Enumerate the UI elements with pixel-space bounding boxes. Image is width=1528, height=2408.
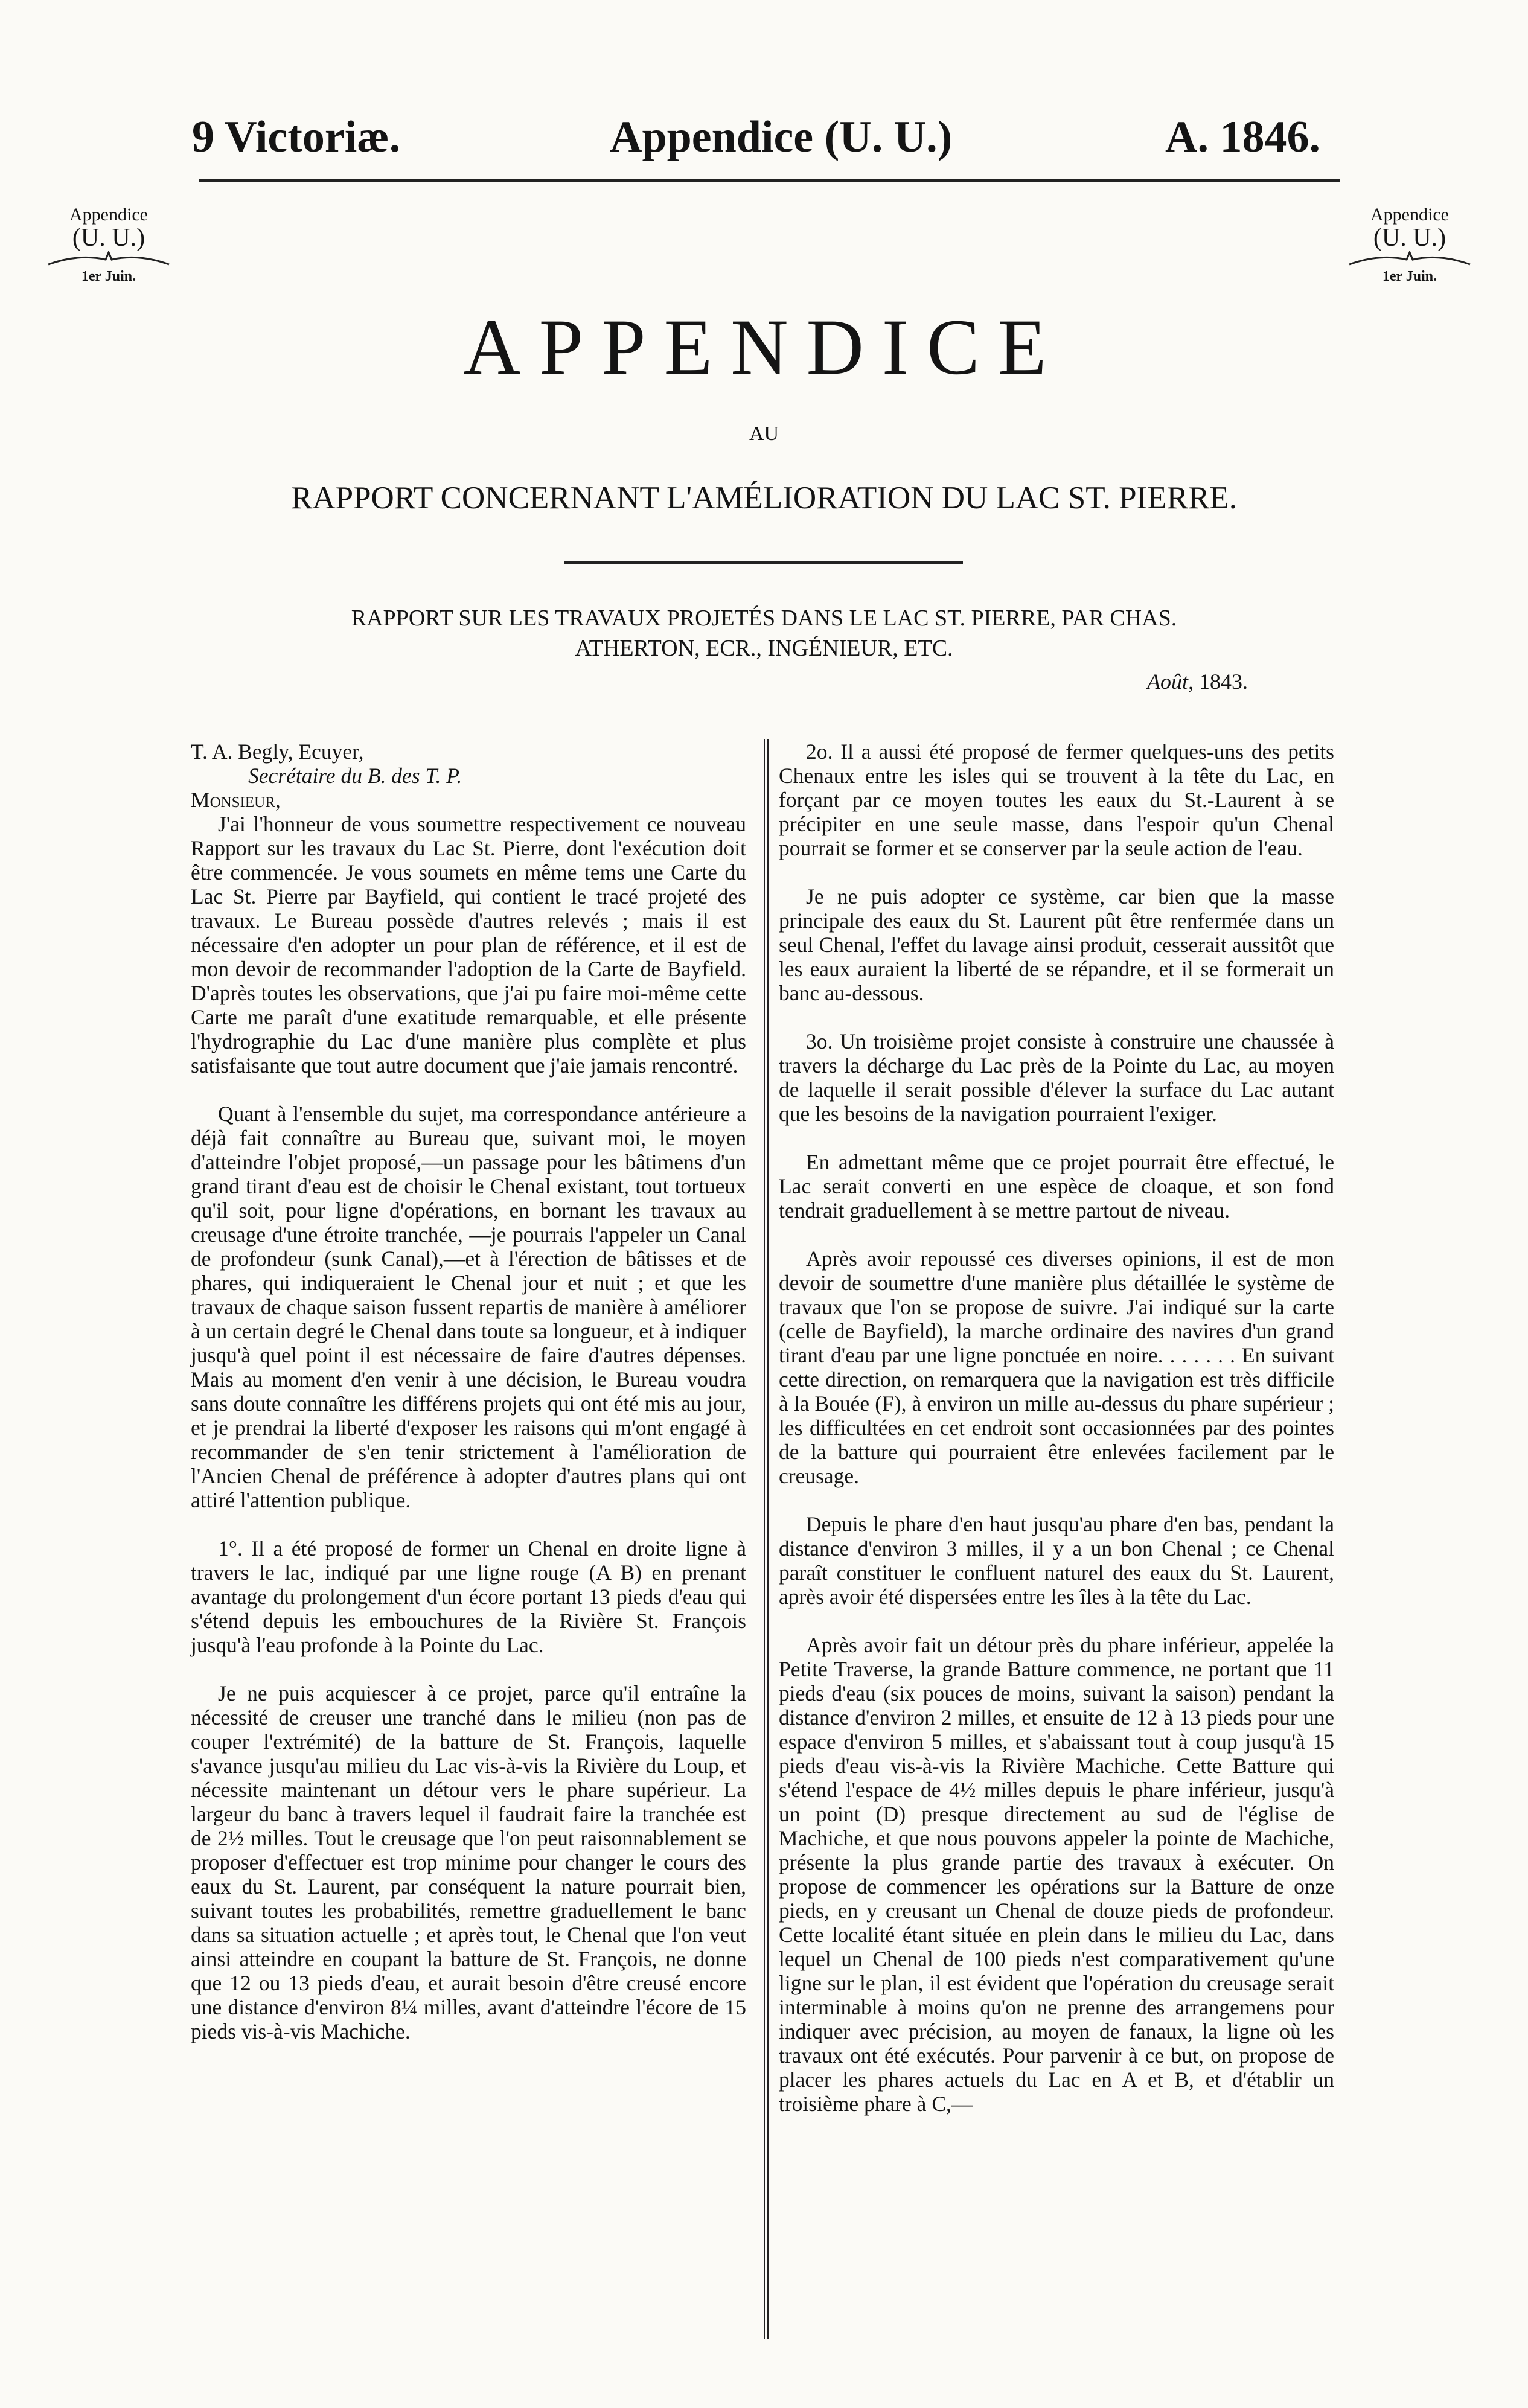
margin-note-line1: Appendice [1370,205,1449,225]
column-separator [767,739,769,2339]
margin-note-line2: (U. U.) [1373,224,1446,252]
header-left: 9 Victoriæ. [192,112,401,162]
margin-note-line2: (U. U.) [72,224,145,252]
paragraph: Depuis le phare d'en haut jusqu'au phare d'en bas, pendant la distance d'environ 3 milles, il y a un bon Chenal ; ce Chenal paraît constituer le confluent naturel des eaux du St. Laurent, après avoir été dispersées entre les îles à la tête du Lac. [779,1512,1334,1609]
header-right: A. 1846. [1165,112,1320,162]
title-divider [564,561,963,564]
left-column [191,739,746,2068]
report-date-month: Août, [1147,669,1194,694]
paragraph: 1°. Il a été proposé de former un Chenal en droite ligne à travers le lac, indiqué par une ligne rouge (A B) en prenant avantage du prolongement d'un écore portant 13 pieds d'eau qui s'étend depuis les embouchures de la Rivière St. François jusqu'à l'eau profonde à la Pointe du Lac. [191,1536,746,1657]
paragraph: En admettant même que ce projet pourrait être effectué, le Lac serait converti en une espèce de cloaque, et son fond tendrait graduellement à se mettre partout de niveau. [779,1150,1334,1222]
paragraph: Quant à l'ensemble du sujet, ma correspondance antérieure a déjà fait connaître au Bureau que, suivant moi, le moyen d'atteindre l'objet proposé,—un passage pour les bâtimens d'un grand tirant d'eau est de choisir le Chenal existant, tout tortueux qu'il soit, pour ligne d'opérations, en bornant les travaux au creusage d'une étroite tranchée, —je pourrais l'appeler un Canal de profondeur (sunk Canal),—et à l'érection de bâtisses et de phares, qui indiqueraient le Chenal jour et nuit ; et que les travaux de chaque saison fussent repartis de manière à améliorer à un certain degré le Chenal dans toute sa longueur, et à indiquer jusqu'à quel point il est nécessaire de faire d'autres dépenses. Mais au moment d'en venir à une décision, le Bureau voudra sans doute connaître les différens projets qui ont été mis au jour, et je prendrai la liberté d'exposer les raisons qui m'ont engagé à recommander de s'en tenir strictement à l'amélioration de l'Ancien Chenal de préférence à adopter d'autres plans qui ont attiré l'attention publique. [191,1102,746,1512]
addressee-title: Secrétaire du B. des T. P. [248,764,462,788]
report-date-year: 1843. [1199,669,1248,694]
margin-note-line3: 1er Juin. [81,269,136,284]
page-title: APPENDICE [463,302,1065,391]
paragraph: 2o. Il a aussi été proposé de fermer quelques-uns des petits Chenaux entre les isles qui se trouvent à la tête du Lac, en forçant par ce moyen toutes les eaux du St.-Laurent à se précipiter en une seule masse, dans l'espoir qu'un Chenal pourrait se former et se conserver par la seule action de l'eau. [779,739,1334,860]
margin-note-left [42,205,175,286]
column-separator [764,739,765,2339]
report-heading-line2: ATHERTON, ECR., INGÉNIEUR, ETC. [575,636,953,661]
addressee: T. A. Begly, Ecuyer, [191,739,364,764]
brace-icon [1343,251,1476,267]
salutation: Monsieur, [191,788,281,812]
paragraph: Je ne puis acquiescer à ce projet, parce qu'il entraîne la nécessité de creuser une tranché dans le milieu (non pas de couper l'extrémité) de la batture de St. François, laquelle s'avance jusqu'au milieu du Lac vis-à-vis la Rivière du Loup, et nécessite maintenant un détour vers le phare supérieur. La largeur du banc à travers lequel il faudrait faire la tranchée est de 2½ milles. Tout le creusage que l'on peut raisonnablement se proposer d'effectuer est trop minime pour changer le cours des eaux du St. Laurent, par conséquent la nature pourrait bien, suivant toutes les probabilités, remettre graduellement le banc dans sa situation actuelle ; et après tout, le Chenal que l'on veut ainsi atteindre en coupant la batture de St. François, ne donne que 12 ou 13 pieds d'eau, et aurait besoin d'être creusé encore une distance d'environ 8¼ milles, avant d'atteindre l'écore de 15 pieds vis-à-vis Machiche. [191,1681,746,2043]
title-subtitle: RAPPORT CONCERNANT L'AMÉLIORATION DU LAC ST. PIERRE. [290,481,1238,516]
header-rule [199,179,1340,182]
brace-icon [42,251,175,267]
margin-note-line3: 1er Juin. [1382,269,1437,284]
margin-note-line1: Appendice [69,205,148,225]
paragraph: Après avoir fait un détour près du phare inférieur, appelée la Petite Traverse, la grande Batture commence, ne portant que 11 pieds d'eau (six pouces de moins, suivant la saison) pendant la distance d'environ 2 milles, et ensuite de 12 à 13 pieds pour une espace d'environ 5 milles, et s'abaissant tout à coup jusqu'à 15 pieds d'eau vis-à-vis la Rivière Machiche. Cette Batture qui s'étend l'espace de 4½ milles depuis le phare inférieur, jusqu'à un point (D) presque directement au sud de l'église de Machiche, et que nous pouvons appeler la pointe de Machiche, présente la plus grande partie des travaux à exécuter. On propose de commencer les opérations sur la Batture de onze pieds, en y creusant un Chenal de douze pieds de profondeur. Cette localité étant située en plein dans le milieu du Lac, dans lequel un Chenal de 100 pieds n'est comparativement qu'une ligne sur le plan, il est évident que l'opération du creusage serait interminable à moins qu'on ne prenne des arrangemens pour indiquer avec précision, au moyen de fanaux, la ligne où les travaux ont été exécutés. Pour parvenir à ce but, on propose de placer les phares actuels du Lac en A et B, et d'établir un troisième phare à C,— [779,1633,1334,2116]
margin-note-right [1343,205,1476,286]
paragraph: J'ai l'honneur de vous soumettre respectivement ce nouveau Rapport sur les travaux du Lac St. Pierre, dont l'exécution doit être commencée. Je vous soumets en même tems une Carte du Lac St. Pierre par Bayfield, qui contient le tracé projeté des travaux. Le Bureau possède d'autres relevés ; mais il est nécessaire d'en adopter un pour plan de référence, et il est de mon devoir de recommander l'adoption de la Carte de Bayfield. D'après toutes les observations, que j'ai pu faire moi-même cette Carte me paraît d'une exatitude remarquable, et elle présente l'hydrographie du Lac d'une manière plus complète et plus satisfaisante que tout autre document que j'aie jamais rencontré. [191,812,746,1078]
paragraph: Je ne puis adopter ce système, car bien que la masse principale des eaux du St. Laurent pût être renfermée dans un seul Chenal, l'effet du lavage ainsi produit, cesserait aussitôt que les eaux auraient la liberté de se répandre, et il se formerait un banc au-dessous. [779,884,1334,1005]
title-au: AU [749,423,779,445]
paragraph: Après avoir repoussé ces diverses opinions, il est de mon devoir de soumettre d'une manière plus détaillée le système de travaux que l'on se propose de suivre. J'ai indiqué sur la carte (celle de Bayfield), la marche ordinaire des navires d'un grand tirant d'eau par une ligne ponctuée en noire. . . . . . . En suivant cette direction, on remarquera que la navigation est très difficile à la Bouée (F), à environ un mille au-dessus du phare supérieur ; les difficultées en cet endroit sont occasionnées par des pointes de la batture qui pourraient être enlevées facilement par le creusage. [779,1247,1334,1488]
right-column [779,739,1334,2140]
paragraph: 3o. Un troisième projet consiste à construire une chaussée à travers la décharge du Lac près de la Pointe du Lac, au moyen de laquelle il serait possible d'élever la surface du Lac autant que les besoins de la navigation pourraient l'exiger. [779,1029,1334,1126]
report-heading-line1: RAPPORT SUR LES TRAVAUX PROJETÉS DANS LE LAC ST. PIERRE, PAR CHAS. [351,605,1177,631]
header-center: Appendice (U. U.) [610,112,953,162]
report-date [1147,669,1248,694]
